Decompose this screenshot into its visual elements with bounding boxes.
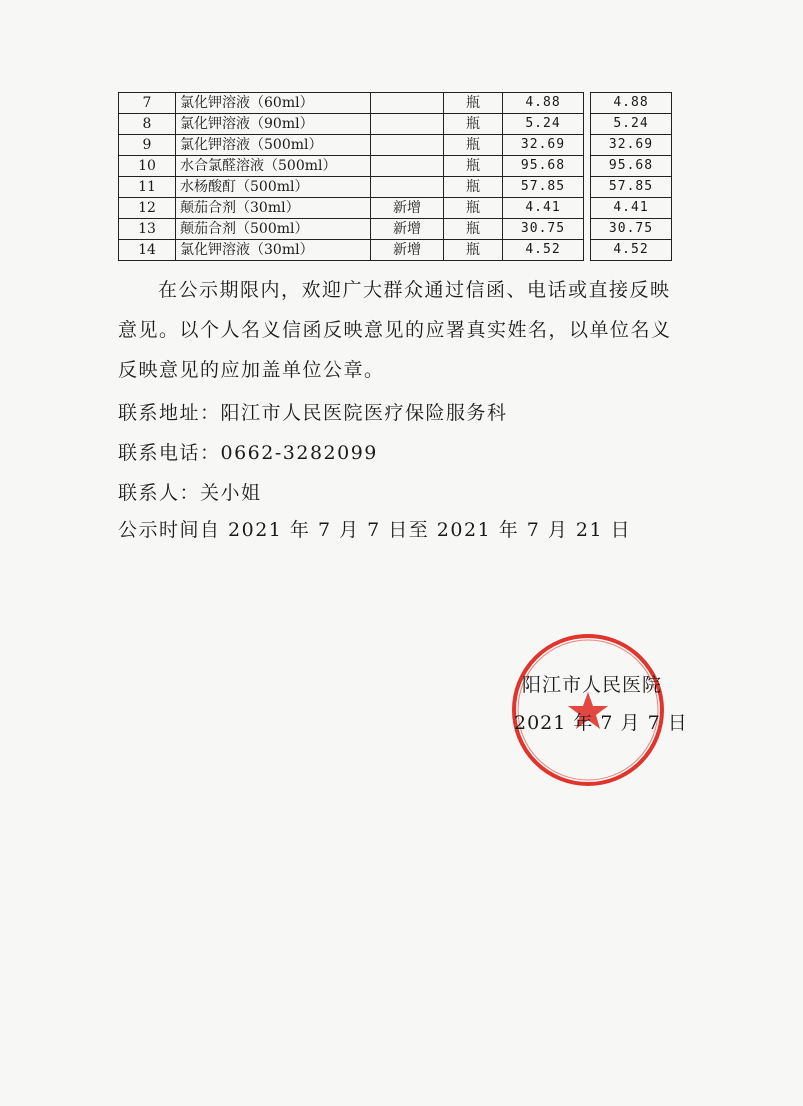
- unit-cell: 瓶: [444, 156, 503, 177]
- table-row: [119, 156, 672, 177]
- gap-cell: [584, 156, 591, 177]
- table-row: [119, 135, 672, 156]
- note-cell: [371, 135, 444, 156]
- drug-name: 氯化钾溶液（500ml）: [176, 135, 371, 156]
- drug-name: 氯化钾溶液（60ml）: [176, 93, 371, 114]
- table-row: [119, 240, 672, 261]
- note-cell: [371, 114, 444, 135]
- gap-cell: [584, 93, 591, 114]
- table-row: [119, 177, 672, 198]
- unit-cell: 瓶: [444, 177, 503, 198]
- table-row: [119, 93, 672, 114]
- price-cell: 5.24: [503, 114, 584, 135]
- drug-name: 氯化钾溶液（30ml）: [176, 240, 371, 261]
- note-cell: 新增: [371, 198, 444, 219]
- contact-address: 联系地址：阳江市人民医院医疗保险服务科: [118, 402, 508, 424]
- table-row: [119, 114, 672, 135]
- row-number: 12: [119, 198, 176, 219]
- contact-person: 联系人：关小姐: [118, 482, 262, 504]
- unit-cell: 瓶: [444, 198, 503, 219]
- drug-price-table: [118, 92, 672, 261]
- price-cell: 4.88: [591, 93, 672, 114]
- note-cell: 新增: [371, 240, 444, 261]
- row-number: 10: [119, 156, 176, 177]
- gap-cell: [584, 198, 591, 219]
- signature-date: 2021 年 7 月 7 日: [514, 712, 688, 734]
- drug-name: 水合氯醛溶液（500ml）: [176, 156, 371, 177]
- table-row: [119, 198, 672, 219]
- row-number: 8: [119, 114, 176, 135]
- note-cell: 新增: [371, 219, 444, 240]
- gap-cell: [584, 135, 591, 156]
- drug-name: 氯化钾溶液（90ml）: [176, 114, 371, 135]
- row-number: 7: [119, 93, 176, 114]
- row-number: 9: [119, 135, 176, 156]
- contact-phone: 联系电话：0662-3282099: [118, 442, 378, 464]
- row-number: 11: [119, 177, 176, 198]
- price-cell: 95.68: [591, 156, 672, 177]
- row-number: 13: [119, 219, 176, 240]
- price-cell: 30.75: [503, 219, 584, 240]
- unit-cell: 瓶: [444, 93, 503, 114]
- note-cell: [371, 93, 444, 114]
- table-row: [119, 219, 672, 240]
- notice-paragraph: 在公示期限内，欢迎广大群众通过信函、电话或直接反映意见。以个人名义信函反映意见的应署真实姓名，以单位名义反映意见的应加盖单位公章。: [118, 279, 672, 381]
- unit-cell: 瓶: [444, 219, 503, 240]
- gap-cell: [584, 114, 591, 135]
- gap-cell: [584, 240, 591, 261]
- signature-organization: 阳江市人民医院: [522, 674, 663, 696]
- price-cell: 32.69: [591, 135, 672, 156]
- unit-cell: 瓶: [444, 135, 503, 156]
- table-body: [119, 93, 672, 261]
- price-cell: 95.68: [503, 156, 584, 177]
- drug-name: 颠茄合剂（500ml）: [176, 219, 371, 240]
- note-cell: [371, 177, 444, 198]
- unit-cell: 瓶: [444, 114, 503, 135]
- price-cell: 57.85: [591, 177, 672, 198]
- price-cell: 4.52: [591, 240, 672, 261]
- row-number: 14: [119, 240, 176, 261]
- note-cell: [371, 156, 444, 177]
- price-cell: 57.85: [503, 177, 584, 198]
- price-cell: 4.52: [503, 240, 584, 261]
- gap-cell: [584, 177, 591, 198]
- price-cell: 32.69: [503, 135, 584, 156]
- drug-name: 水杨酸酊（500ml）: [176, 177, 371, 198]
- price-cell: 30.75: [591, 219, 672, 240]
- price-cell: 4.41: [591, 198, 672, 219]
- price-cell: 4.41: [503, 198, 584, 219]
- price-cell: 5.24: [591, 114, 672, 135]
- gap-cell: [584, 219, 591, 240]
- notice-period: 公示时间自 2021 年 7 月 7 日至 2021 年 7 月 21 日: [118, 519, 632, 541]
- price-cell: 4.88: [503, 93, 584, 114]
- drug-name: 颠茄合剂（30ml）: [176, 198, 371, 219]
- unit-cell: 瓶: [444, 240, 503, 261]
